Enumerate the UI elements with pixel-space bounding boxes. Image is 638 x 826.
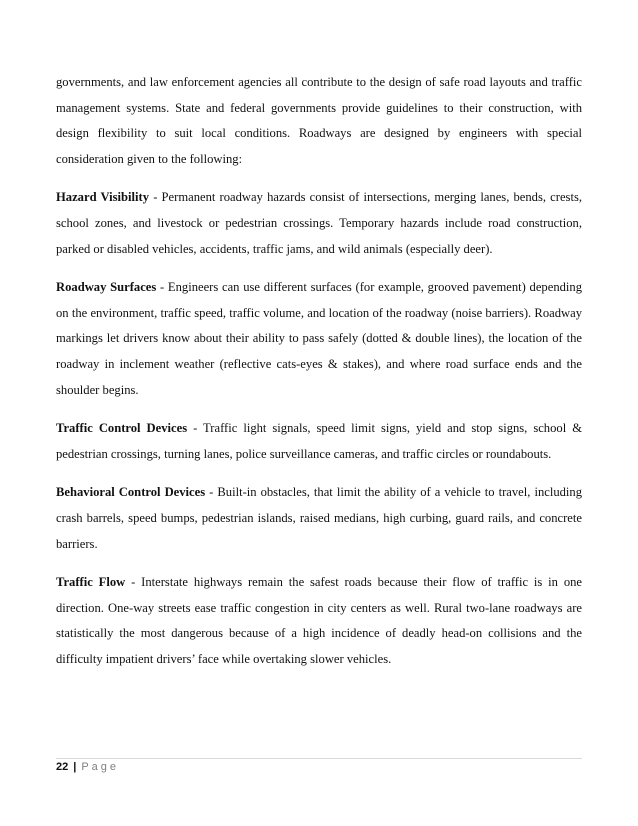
section-term: Roadway Surfaces [56, 280, 157, 295]
section-traffic-flow [56, 570, 582, 672]
page-footer [56, 758, 582, 773]
section-term: Traffic Control Devices [56, 421, 188, 436]
section-term: Behavioral Control Devices [56, 485, 206, 500]
page-body [56, 70, 582, 685]
intro-paragraph: governments, and law enforcement agencies all contribute to the design of safe road layouts and traffic management systems. State and federal governments provide guidelines to their construction, with design flexibility to suit local conditions. Roadways are designed by engineers with special consideration given to the following: [56, 75, 582, 166]
section-text: - Traffic light signals, speed limit signs, yield and stop signs, school & pedestrian crossings, turning lanes, police surveillance cameras, and traffic circles or roundabouts. [56, 421, 582, 461]
section-traffic-control-devices [56, 416, 582, 467]
section-hazard-visibility [56, 185, 582, 262]
section-behavioral-control-devices [56, 480, 582, 557]
section-roadway-surfaces [56, 275, 582, 403]
section-text: - Built-in obstacles, that limit the ability of a vehicle to travel, including crash barrels, speed bumps, pedestrian islands, raised medians, high curbing, guard rails, and concrete barriers. [56, 485, 583, 551]
section-text: - Engineers can use different surfaces (for example, grooved pavement) depending on the environment, traffic speed, traffic volume, and location of the roadway (noise barriers). Roadway markings let drivers know about their ability to pass safely (dotted & double lines), the location of the roadway in inclement weather (reflective cats-eyes & stakes), and where road surface ends and the shoulder begins. [56, 280, 582, 397]
section-term: Hazard Visibility [56, 190, 150, 205]
section-text: - Permanent roadway hazards consist of intersections, merging lanes, bends, crests, school zones, and livestock or pedestrian crossings. Temporary hazards include road construction, parked or disabled vehicles, accidents, traffic jams, and wild animals (especially deer). [56, 190, 583, 256]
footer-separator: | [73, 761, 77, 773]
section-term: Traffic Flow [56, 575, 126, 590]
page-label: Page [81, 761, 120, 773]
page-number: 22 [56, 761, 69, 773]
section-text: - Interstate highways remain the safest roads because their flow of traffic is in one direction. One-way streets ease traffic congestion in city centers as well. Rural two-lane roadways are statistically the most dangerous because of a high incidence of deadly head-on collisions and the difficulty impatient drivers’ face while overtaking slower vehicles. [56, 575, 583, 666]
